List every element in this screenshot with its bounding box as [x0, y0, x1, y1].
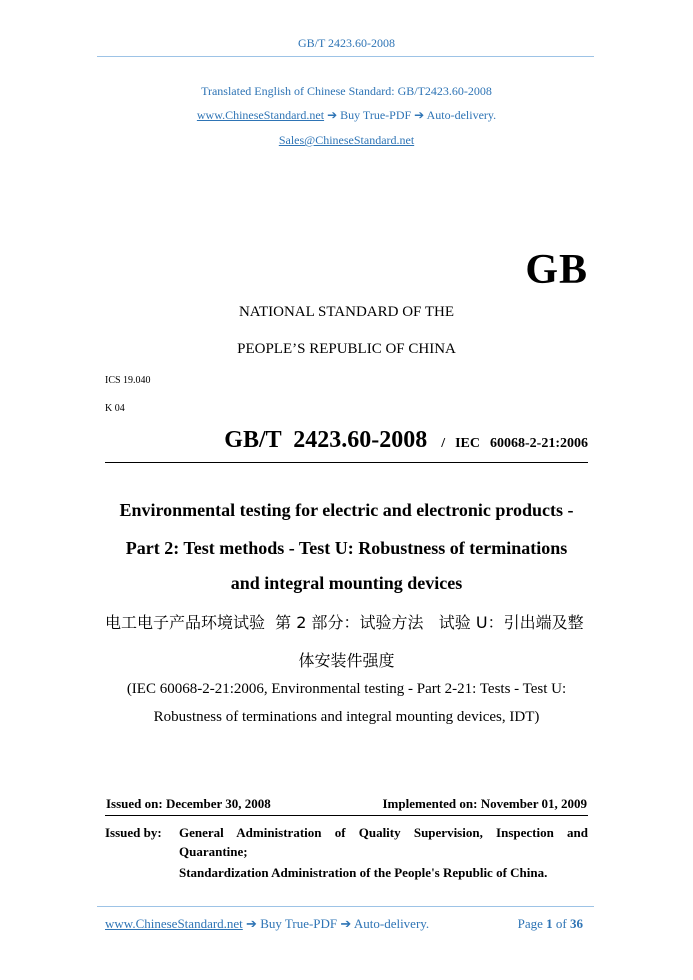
- page-total: 36: [570, 916, 583, 931]
- title-line3: and integral mounting devices: [230, 573, 463, 593]
- chinese-title-line2: 体安装件强度: [298, 651, 395, 670]
- national-standard-line1: NATIONAL STANDARD OF THE: [238, 304, 455, 320]
- issuer-org1: General Administration of Quality Supervision, Inspection and: [179, 825, 588, 840]
- gbt-number: GB/T 2423.60-2008: [224, 427, 428, 453]
- iec-number: 60068-2-21:2006: [490, 436, 588, 451]
- footer-auto-delivery-text: Auto-delivery.: [353, 916, 430, 931]
- purchase-line: [0, 108, 693, 123]
- issuer-org1-cont: Quarantine;: [179, 844, 248, 859]
- email-link[interactable]: Sales@ChineseStandard.net: [278, 133, 415, 147]
- ics-code: ICS 19.040: [105, 375, 151, 386]
- page-label: Page: [517, 916, 543, 931]
- equivalence-line1: (IEC 60068-2-21:2006, Environmental testing - Part 2-21: Tests - Test U:: [126, 681, 567, 697]
- iec-prefix: IEC: [455, 436, 480, 451]
- dates-rule: [105, 815, 588, 816]
- issued-date: Issued on: December 30, 2008: [106, 796, 271, 811]
- footer-site-link[interactable]: www.ChineseStandard.net: [105, 916, 243, 931]
- page-indicator: [518, 916, 583, 932]
- chinese-title-line1: 电工电子产品环境试验 第 2 部分：试验方法 试验 U：引出端及整: [105, 613, 584, 632]
- auto-delivery-text: Auto-delivery.: [426, 108, 497, 122]
- footer-rule: [97, 906, 594, 907]
- title-rule: [105, 462, 588, 463]
- arrow-icon: ➔: [246, 916, 257, 931]
- translation-note: Translated English of Chinese Standard: GB/T2423.60-2008: [201, 84, 492, 98]
- footer-buy-text: Buy True-PDF: [260, 916, 338, 931]
- of-label: of: [555, 916, 567, 931]
- site-link[interactable]: www.ChineseStandard.net: [196, 108, 325, 122]
- title-line2: Part 2: Test methods - Test U: Robustness of terminations: [125, 538, 568, 558]
- footer-purchase-line: [105, 916, 429, 932]
- page-number: 1: [546, 916, 553, 931]
- email-line: [0, 133, 693, 148]
- equivalence-line2: Robustness of terminations and integral mounting devices, IDT): [153, 709, 540, 725]
- standard-number: [224, 427, 588, 454]
- ccs-code: K 04: [105, 403, 125, 414]
- arrow-icon: ➔: [340, 916, 352, 931]
- slash: /: [441, 436, 446, 451]
- gb-logo: GB: [525, 247, 588, 293]
- implemented-date: Implemented on: November 01, 2009: [382, 796, 587, 811]
- national-standard-line2: PEOPLE’S REPUBLIC OF CHINA: [237, 341, 456, 357]
- issuer-org2: Standardization Administration of the People's Republic of China.: [179, 865, 548, 880]
- header-rule: [97, 56, 594, 57]
- buy-text: Buy True-PDF: [340, 108, 412, 122]
- issued-by-label: Issued by:: [105, 825, 162, 840]
- arrow-icon: ➔: [327, 108, 338, 122]
- title-line1: Environmental testing for electric and electronic products -: [119, 500, 574, 520]
- arrow-icon: ➔: [414, 108, 425, 122]
- running-header: GB/T 2423.60-2008: [297, 36, 396, 50]
